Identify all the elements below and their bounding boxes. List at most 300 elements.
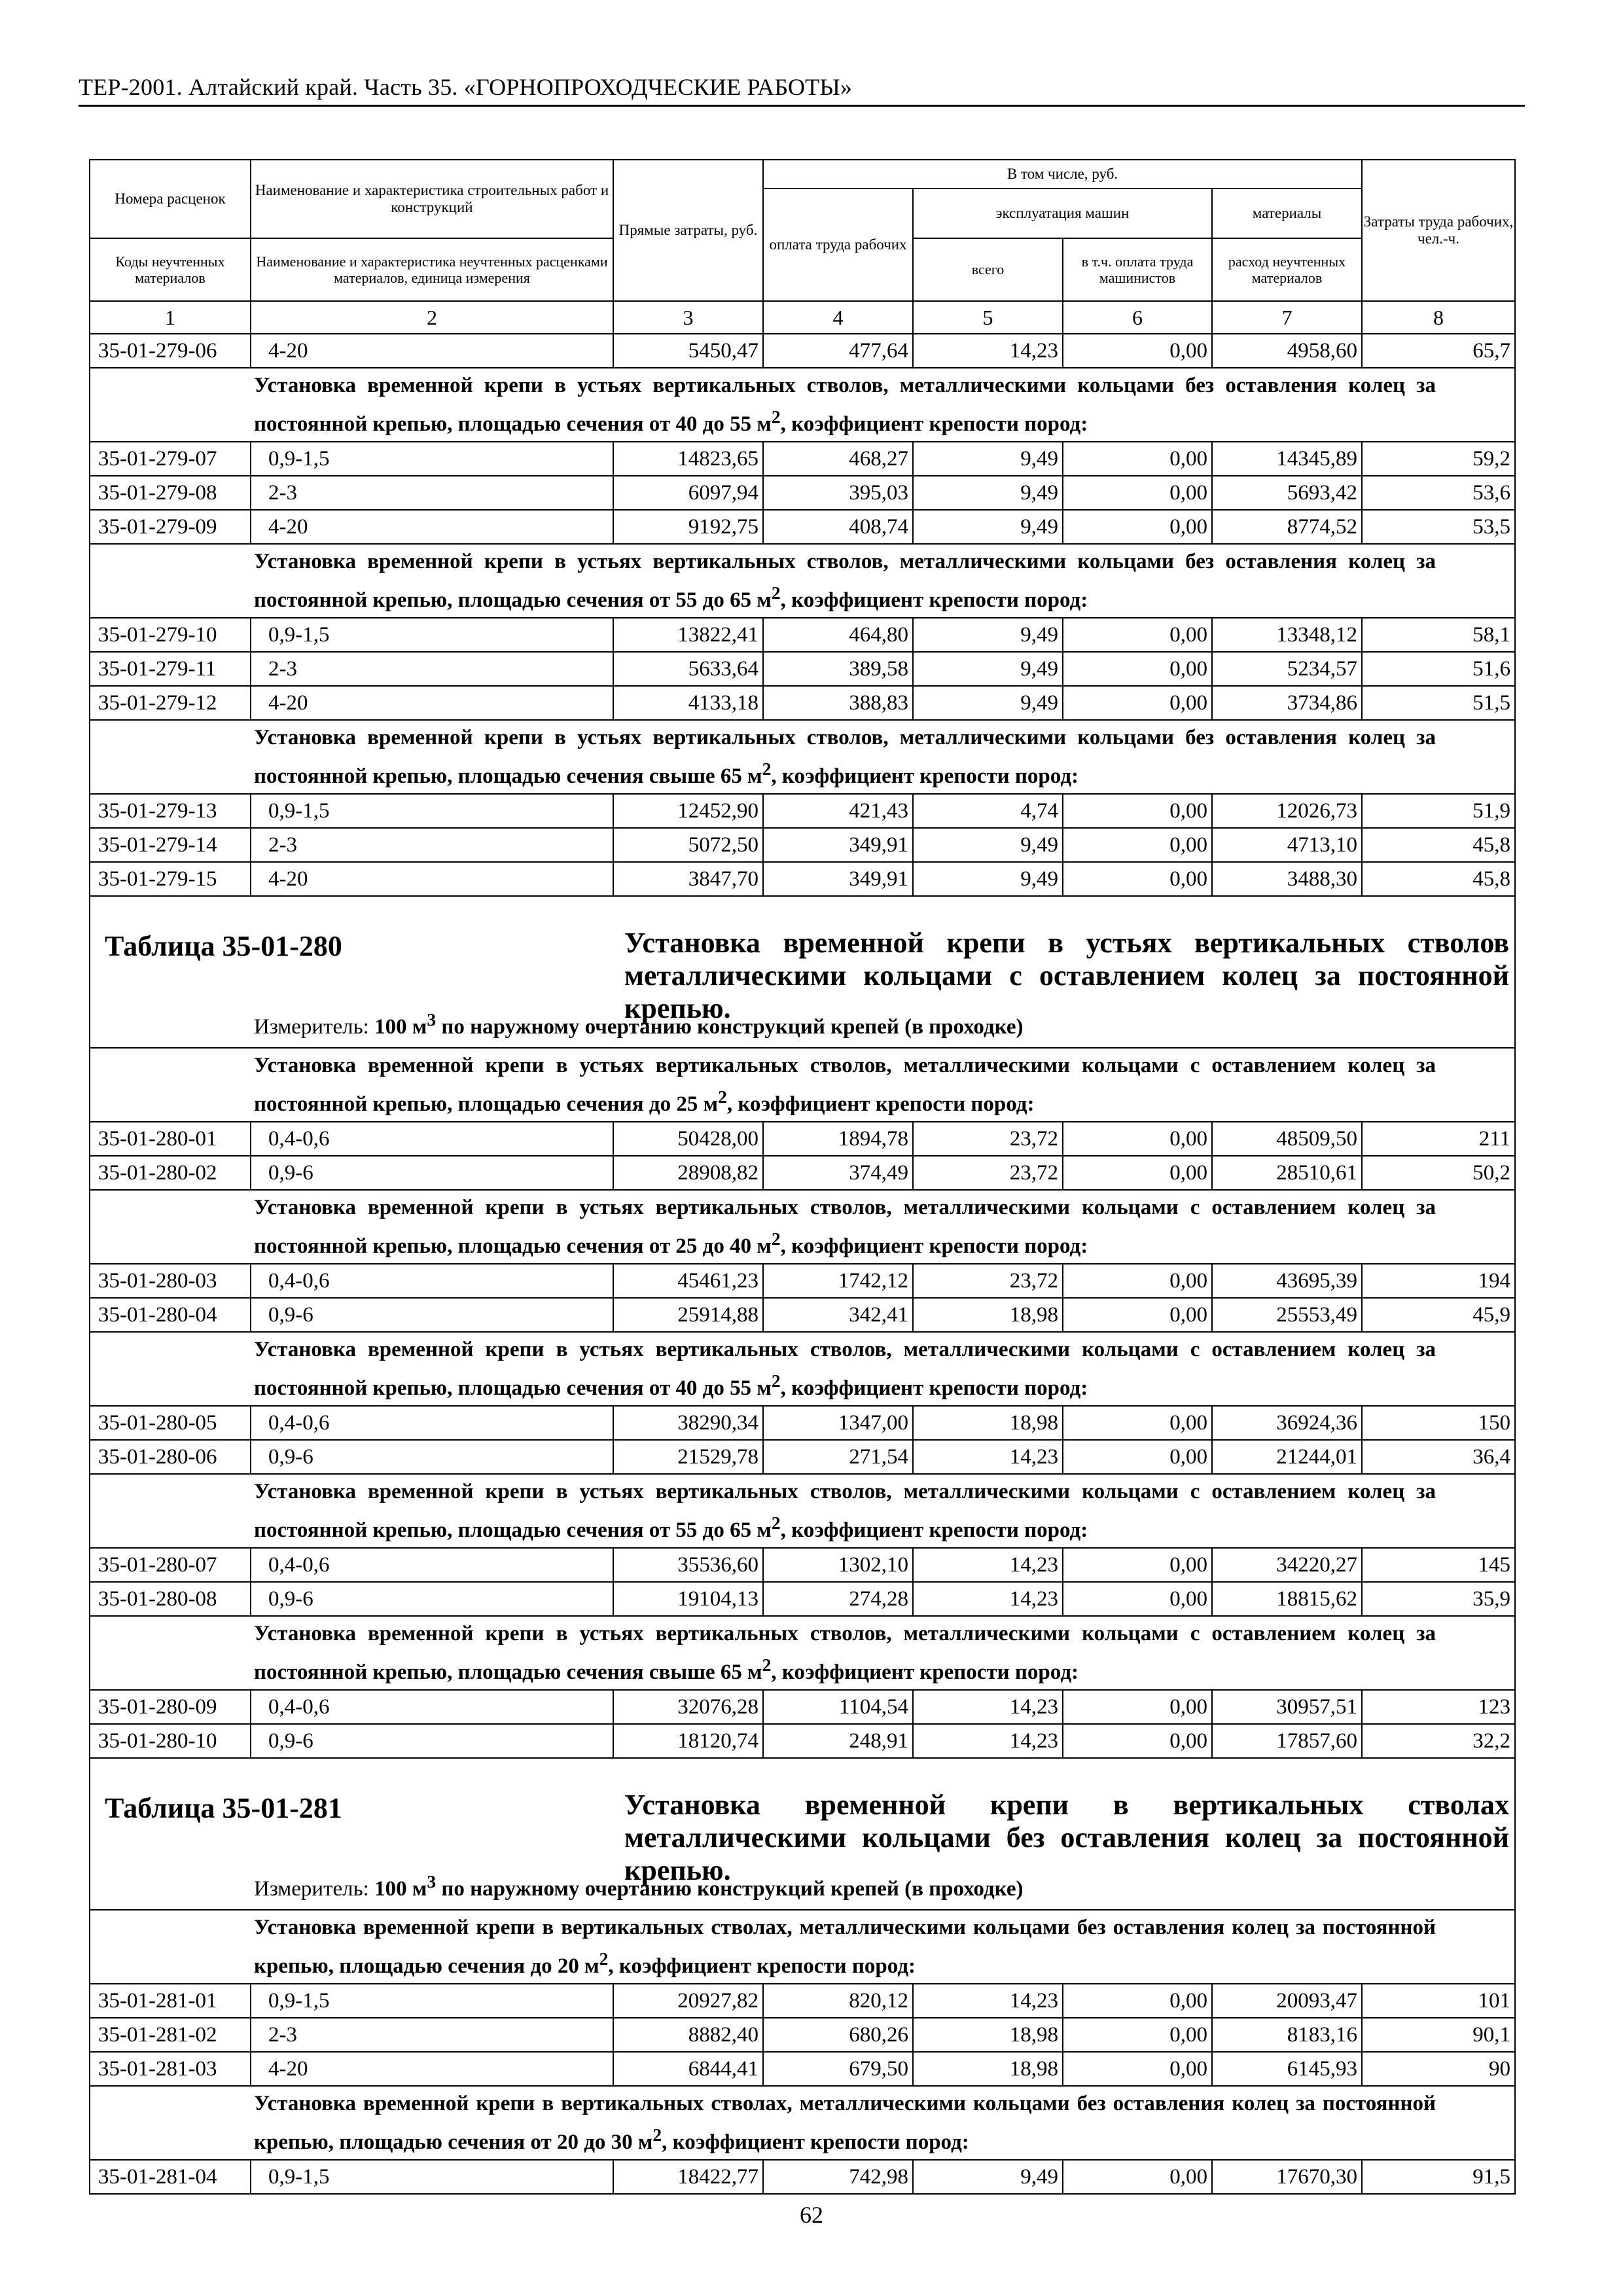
- labor-hours: 51,9: [1362, 794, 1515, 828]
- materials-cost: 12026,73: [1212, 794, 1362, 828]
- machinist-pay: 0,00: [1063, 618, 1212, 652]
- machine-total: 14,23: [913, 1582, 1063, 1616]
- section-text: Установка временной крепи в устьях вертикальных стволов, металлическими кольцами с оставлением колец за постоянной крепью, площадью сечения от 55 до 65 м: [254, 1480, 1436, 1542]
- machine-total: 18,98: [913, 1406, 1063, 1440]
- rock-hardness: 0,4-0,6: [251, 1264, 613, 1298]
- header-direct-costs: Прямые затраты, руб.: [613, 160, 763, 301]
- rock-hardness: 2-3: [251, 828, 613, 862]
- labor-hours: 101: [1362, 1984, 1515, 2018]
- machinist-pay: 0,00: [1063, 828, 1212, 862]
- section-text: Установка временной крепи в устьях вертикальных стволов, металлическими кольцами без оставления колец за постоянной крепью, площадью сечения свыше 65 м: [254, 726, 1436, 788]
- materials-cost: 6145,93: [1212, 2052, 1362, 2086]
- direct-costs: 32076,28: [613, 1690, 763, 1724]
- table-row: [90, 1406, 1515, 1440]
- section-unit-exponent: 2: [718, 1086, 727, 1107]
- header-codes-top: Номера расценок: [90, 160, 251, 238]
- table-row: [90, 1724, 1515, 1758]
- materials-cost: 5693,42: [1212, 476, 1362, 510]
- section-text-tail: , коэффициент крепости пород:: [780, 1518, 1088, 1542]
- labor-hours: 53,6: [1362, 476, 1515, 510]
- materials-cost: 18815,62: [1212, 1582, 1362, 1616]
- rate-code: 35-01-279-15: [90, 862, 251, 896]
- header-materials: материалы: [1212, 188, 1362, 238]
- rock-hardness: 0,9-1,5: [251, 442, 613, 476]
- rock-hardness: 4-20: [251, 334, 613, 368]
- materials-cost: 4958,60: [1212, 334, 1362, 368]
- labor-pay: 408,74: [763, 510, 913, 544]
- section-text: Установка временной крепи в вертикальных стволах, металлическими кольцами без оставления колец за постоянной крепью, площадью сечения от 20 до 30 м: [254, 2092, 1436, 2154]
- table-row: [90, 1122, 1515, 1156]
- rate-code: 35-01-281-01: [90, 1984, 251, 2018]
- machine-total: 23,72: [913, 1156, 1063, 1190]
- labor-pay: 374,49: [763, 1156, 913, 1190]
- rate-code: 35-01-279-09: [90, 510, 251, 544]
- table-title-row: [90, 1758, 1515, 1910]
- labor-pay: 248,91: [763, 1724, 913, 1758]
- rock-hardness: 0,4-0,6: [251, 1548, 613, 1582]
- direct-costs: 21529,78: [613, 1440, 763, 1474]
- table-row: [90, 2052, 1515, 2086]
- machine-total: 14,23: [913, 1548, 1063, 1582]
- section-unit-exponent: 2: [771, 406, 781, 427]
- labor-hours: 194: [1362, 1264, 1515, 1298]
- section-text-tail: , коэффициент крепости пород:: [771, 764, 1079, 788]
- labor-hours: 50,2: [1362, 1156, 1515, 1190]
- section-unit-exponent: 2: [771, 1229, 781, 1249]
- labor-hours: 36,4: [1362, 1440, 1515, 1474]
- table-row: [90, 334, 1515, 368]
- machinist-pay: 0,00: [1063, 442, 1212, 476]
- section-text: Установка временной крепи в устьях вертикальных стволов, металлическими кольцами с оставлением колец за постоянной крепью, площадью сечения от 40 до 55 м: [254, 1338, 1436, 1400]
- labor-pay: 1742,12: [763, 1264, 913, 1298]
- labor-hours: 45,8: [1362, 828, 1515, 862]
- labor-pay: 477,64: [763, 334, 913, 368]
- measurement-value: [374, 1871, 1024, 1901]
- machinist-pay: 0,00: [1063, 862, 1212, 896]
- machinist-pay: 0,00: [1063, 476, 1212, 510]
- section-heading-row: [90, 2086, 1515, 2160]
- section-heading-row: [90, 1474, 1515, 1548]
- machinist-pay: 0,00: [1063, 1724, 1212, 1758]
- table-row: [90, 618, 1515, 652]
- section-unit-exponent: 2: [599, 1948, 609, 1969]
- section-heading-row: [90, 1332, 1515, 1406]
- measurement-value: [374, 1009, 1024, 1039]
- rate-code: 35-01-281-04: [90, 2160, 251, 2194]
- column-number: 8: [1362, 301, 1515, 334]
- machine-total: 9,49: [913, 2160, 1063, 2194]
- labor-hours: 45,8: [1362, 862, 1515, 896]
- materials-cost: 28510,61: [1212, 1156, 1362, 1190]
- direct-costs: 3847,70: [613, 862, 763, 896]
- measurement-unit: [254, 1871, 1024, 1901]
- header-rule: [79, 105, 1525, 107]
- labor-pay: 468,27: [763, 442, 913, 476]
- direct-costs: 12452,90: [613, 794, 763, 828]
- rock-hardness: 0,9-6: [251, 1298, 613, 1332]
- direct-costs: 25914,88: [613, 1298, 763, 1332]
- section-heading: [90, 720, 1515, 794]
- section-text: Установка временной крепи в устьях вертикальных стволов, металлическими кольцами с оставлением колец за постоянной крепью, площадью сечения от 25 до 40 м: [254, 1196, 1436, 1258]
- materials-cost: 17670,30: [1212, 2160, 1362, 2194]
- direct-costs: 6844,41: [613, 2052, 763, 2086]
- table-row: [90, 2018, 1515, 2052]
- section-heading: [90, 1190, 1515, 1264]
- table-row: [90, 1440, 1515, 1474]
- machinist-pay: 0,00: [1063, 2018, 1212, 2052]
- rate-code: 35-01-279-10: [90, 618, 251, 652]
- measurement-unit: [254, 1009, 1024, 1039]
- table-number: Таблица 35-01-281: [105, 1792, 342, 1824]
- labor-pay: 271,54: [763, 1440, 913, 1474]
- table-row: [90, 1582, 1515, 1616]
- materials-cost: 3488,30: [1212, 862, 1362, 896]
- machinist-pay: 0,00: [1063, 1690, 1212, 1724]
- machine-total: 18,98: [913, 1298, 1063, 1332]
- labor-pay: 1302,10: [763, 1548, 913, 1582]
- labor-hours: 45,9: [1362, 1298, 1515, 1332]
- rock-hardness: 0,9-1,5: [251, 1984, 613, 2018]
- machinist-pay: 0,00: [1063, 1156, 1212, 1190]
- section-text: Установка временной крепи в устьях вертикальных стволов, металлическими кольцами с оставлением колец за постоянной крепью, площадью сечения свыше 65 м: [254, 1622, 1436, 1684]
- labor-hours: 51,6: [1362, 652, 1515, 686]
- measurement-exponent: 3: [427, 1871, 437, 1892]
- rate-code: 35-01-280-01: [90, 1122, 251, 1156]
- section-unit-exponent: 2: [771, 583, 781, 603]
- rate-code: 35-01-279-13: [90, 794, 251, 828]
- machine-total: 9,49: [913, 652, 1063, 686]
- section-text: Установка временной крепи в устьях вертикальных стволов, металлическими кольцами без оставления колец за постоянной крепью, площадью сечения от 55 до 65 м: [254, 550, 1436, 612]
- labor-pay: 680,26: [763, 2018, 913, 2052]
- section-heading-row: [90, 1910, 1515, 1984]
- machinist-pay: 0,00: [1063, 2052, 1212, 2086]
- direct-costs: 4133,18: [613, 686, 763, 720]
- machinist-pay: 0,00: [1063, 1440, 1212, 1474]
- section-text-tail: , коэффициент крепости пород:: [780, 1376, 1088, 1400]
- table-title: Установка временной крепи в вертикальных стволах металлическими кольцами без оставления колец за постоянной крепью.: [624, 1789, 1509, 1886]
- measurement-value-tail: по наружному очертанию конструкций крепей (в проходке): [436, 1015, 1024, 1039]
- section-unit-exponent: 2: [771, 1371, 781, 1391]
- labor-pay: 679,50: [763, 2052, 913, 2086]
- machine-total: 9,49: [913, 476, 1063, 510]
- table-row: [90, 2160, 1515, 2194]
- header-unaccounted-materials: расход неучтенных материалов: [1212, 238, 1362, 301]
- labor-pay: 464,80: [763, 618, 913, 652]
- direct-costs: 14823,65: [613, 442, 763, 476]
- rock-hardness: 4-20: [251, 510, 613, 544]
- rock-hardness: 0,4-0,6: [251, 1690, 613, 1724]
- rates-table-body: [90, 160, 1515, 2194]
- table-row: [90, 862, 1515, 896]
- labor-hours: 90,1: [1362, 2018, 1515, 2052]
- table-row: [90, 794, 1515, 828]
- column-number: 3: [613, 301, 763, 334]
- machine-total: 14,23: [913, 1984, 1063, 2018]
- machine-total: 18,98: [913, 2018, 1063, 2052]
- machine-total: 14,23: [913, 1724, 1063, 1758]
- rate-code: 35-01-280-04: [90, 1298, 251, 1332]
- labor-hours: 123: [1362, 1690, 1515, 1724]
- labor-hours: 65,7: [1362, 334, 1515, 368]
- section-heading: [90, 1048, 1515, 1122]
- direct-costs: 20927,82: [613, 1984, 763, 2018]
- labor-pay: 1894,78: [763, 1122, 913, 1156]
- table-row: [90, 1156, 1515, 1190]
- direct-costs: 9192,75: [613, 510, 763, 544]
- machinist-pay: 0,00: [1063, 652, 1212, 686]
- table-title: Установка временной крепи в устьях вертикальных стволов металлическими кольцами с оставлением колец за постоянной крепью.: [624, 927, 1509, 1024]
- measurement-label: Измеритель:: [254, 1877, 369, 1901]
- column-numbers-row: [90, 301, 1515, 334]
- direct-costs: 5450,47: [613, 334, 763, 368]
- machine-total: 9,49: [913, 618, 1063, 652]
- machine-total: 9,49: [913, 510, 1063, 544]
- table-row: [90, 1690, 1515, 1724]
- materials-cost: 5234,57: [1212, 652, 1362, 686]
- materials-cost: 14345,89: [1212, 442, 1362, 476]
- section-text-tail: , коэффициент крепости пород:: [726, 1092, 1035, 1116]
- column-number: 4: [763, 301, 913, 334]
- materials-cost: 25553,49: [1212, 1298, 1362, 1332]
- direct-costs: 18120,74: [613, 1724, 763, 1758]
- labor-pay: 1104,54: [763, 1690, 913, 1724]
- rates-table: [89, 159, 1516, 2195]
- rate-code: 35-01-279-11: [90, 652, 251, 686]
- labor-hours: 91,5: [1362, 2160, 1515, 2194]
- machine-total: 23,72: [913, 1122, 1063, 1156]
- section-heading: [90, 544, 1515, 618]
- section-text: Установка временной крепи в устьях вертикальных стволов, металлическими кольцами с оставлением колец за постоянной крепью, площадью сечения до 25 м: [254, 1054, 1436, 1116]
- rate-code: 35-01-280-05: [90, 1406, 251, 1440]
- materials-cost: 8774,52: [1212, 510, 1362, 544]
- labor-hours: 58,1: [1362, 618, 1515, 652]
- materials-cost: 30957,51: [1212, 1690, 1362, 1724]
- section-heading-row: [90, 368, 1515, 442]
- section-unit-exponent: 2: [771, 1513, 781, 1533]
- section-text-tail: , коэффициент крепости пород:: [771, 1660, 1079, 1684]
- rock-hardness: 0,9-6: [251, 1724, 613, 1758]
- rate-code: 35-01-280-02: [90, 1156, 251, 1190]
- measurement-value-text: 100 м: [374, 1015, 427, 1039]
- rock-hardness: 0,9-1,5: [251, 618, 613, 652]
- table-row: [90, 476, 1515, 510]
- rock-hardness: 4-20: [251, 862, 613, 896]
- materials-cost: 3734,86: [1212, 686, 1362, 720]
- machine-total: 18,98: [913, 2052, 1063, 2086]
- section-text-tail: , коэффициент крепости пород:: [608, 1954, 916, 1978]
- direct-costs: 5633,64: [613, 652, 763, 686]
- measurement-label: Измеритель:: [254, 1015, 369, 1039]
- section-heading: [90, 368, 1515, 442]
- labor-pay: 389,58: [763, 652, 913, 686]
- header-machine-operation: эксплуатация машин: [913, 188, 1212, 238]
- table-row: [90, 1984, 1515, 2018]
- header-name-top: Наименование и характеристика строительных работ и конструкций: [251, 160, 613, 238]
- machine-total: 4,74: [913, 794, 1063, 828]
- rock-hardness: 2-3: [251, 2018, 613, 2052]
- table-row: [90, 828, 1515, 862]
- header-labor-costs: Затраты труда рабочих, чел.-ч.: [1362, 160, 1515, 301]
- machine-total: 14,23: [913, 1440, 1063, 1474]
- table-row: [90, 1548, 1515, 1582]
- section-heading: [90, 2086, 1515, 2160]
- machine-total: 9,49: [913, 828, 1063, 862]
- labor-hours: 145: [1362, 1548, 1515, 1582]
- labor-hours: 32,2: [1362, 1724, 1515, 1758]
- machinist-pay: 0,00: [1063, 1548, 1212, 1582]
- rate-code: 35-01-280-06: [90, 1440, 251, 1474]
- direct-costs: 8882,40: [613, 2018, 763, 2052]
- rock-hardness: 4-20: [251, 2052, 613, 2086]
- table-row: [90, 686, 1515, 720]
- section-heading-row: [90, 1048, 1515, 1122]
- rate-code: 35-01-279-14: [90, 828, 251, 862]
- machinist-pay: 0,00: [1063, 1406, 1212, 1440]
- table-row: [90, 1264, 1515, 1298]
- labor-pay: 421,43: [763, 794, 913, 828]
- rock-hardness: 0,9-6: [251, 1582, 613, 1616]
- machine-total: 9,49: [913, 862, 1063, 896]
- materials-cost: 43695,39: [1212, 1264, 1362, 1298]
- machine-total: 14,23: [913, 334, 1063, 368]
- machinist-pay: 0,00: [1063, 1582, 1212, 1616]
- machinist-pay: 0,00: [1063, 686, 1212, 720]
- section-text-tail: , коэффициент крепости пород:: [780, 588, 1088, 612]
- column-number: 6: [1063, 301, 1212, 334]
- labor-hours: 90: [1362, 2052, 1515, 2086]
- direct-costs: 5072,50: [613, 828, 763, 862]
- rate-code: 35-01-280-08: [90, 1582, 251, 1616]
- materials-cost: 21244,01: [1212, 1440, 1362, 1474]
- table-row: [90, 510, 1515, 544]
- direct-costs: 45461,23: [613, 1264, 763, 1298]
- machinist-pay: 0,00: [1063, 334, 1212, 368]
- rate-code: 35-01-279-08: [90, 476, 251, 510]
- header-codes-bottom: Коды неучтенных материалов: [90, 238, 251, 301]
- labor-pay: 349,91: [763, 862, 913, 896]
- rate-code: 35-01-280-09: [90, 1690, 251, 1724]
- rate-code: 35-01-280-03: [90, 1264, 251, 1298]
- table-number: Таблица 35-01-280: [105, 930, 342, 962]
- page-number: 62: [800, 2202, 823, 2228]
- rock-hardness: 0,9-6: [251, 1440, 613, 1474]
- labor-pay: 274,28: [763, 1582, 913, 1616]
- section-text-tail: , коэффициент крепости пород:: [780, 1234, 1088, 1258]
- rate-code: 35-01-281-02: [90, 2018, 251, 2052]
- labor-hours: 59,2: [1362, 442, 1515, 476]
- section-text: Установка временной крепи в устьях вертикальных стволов, металлическими кольцами без оставления колец за постоянной крепью, площадью сечения от 40 до 55 м: [254, 374, 1436, 436]
- labor-pay: 342,41: [763, 1298, 913, 1332]
- column-number: 5: [913, 301, 1063, 334]
- rate-code: 35-01-279-12: [90, 686, 251, 720]
- materials-cost: 4713,10: [1212, 828, 1362, 862]
- materials-cost: 34220,27: [1212, 1548, 1362, 1582]
- labor-pay: 742,98: [763, 2160, 913, 2194]
- section-text-tail: , коэффициент крепости пород:: [662, 2130, 969, 2154]
- machinist-pay: 0,00: [1063, 1122, 1212, 1156]
- machinist-pay: 0,00: [1063, 1984, 1212, 2018]
- table-row: [90, 442, 1515, 476]
- section-heading-row: [90, 720, 1515, 794]
- rate-code: 35-01-281-03: [90, 2052, 251, 2086]
- labor-hours: 35,9: [1362, 1582, 1515, 1616]
- rock-hardness: 0,9-1,5: [251, 794, 613, 828]
- rock-hardness: 0,4-0,6: [251, 1122, 613, 1156]
- header-name-bottom: Наименование и характеристика неучтенных расценками материалов, единица измерения: [251, 238, 613, 301]
- table-title-block: [90, 896, 1515, 1048]
- machinist-pay: 0,00: [1063, 2160, 1212, 2194]
- section-heading-row: [90, 544, 1515, 618]
- materials-cost: 20093,47: [1212, 1984, 1362, 2018]
- column-number: 7: [1212, 301, 1362, 334]
- labor-pay: 388,83: [763, 686, 913, 720]
- column-number: 1: [90, 301, 251, 334]
- direct-costs: 38290,34: [613, 1406, 763, 1440]
- labor-pay: 349,91: [763, 828, 913, 862]
- direct-costs: 19104,13: [613, 1582, 763, 1616]
- labor-hours: 51,5: [1362, 686, 1515, 720]
- direct-costs: 6097,94: [613, 476, 763, 510]
- section-text-tail: , коэффициент крепости пород:: [780, 412, 1088, 436]
- materials-cost: 13348,12: [1212, 618, 1362, 652]
- rate-code: 35-01-280-10: [90, 1724, 251, 1758]
- table-row: [90, 652, 1515, 686]
- rock-hardness: 0,4-0,6: [251, 1406, 613, 1440]
- section-unit-exponent: 2: [762, 1655, 772, 1675]
- machine-total: 9,49: [913, 686, 1063, 720]
- table-title-row: [90, 896, 1515, 1048]
- rock-hardness: 4-20: [251, 686, 613, 720]
- column-number: 2: [251, 301, 613, 334]
- rate-code: 35-01-279-07: [90, 442, 251, 476]
- rate-code: 35-01-280-07: [90, 1548, 251, 1582]
- section-heading: [90, 1332, 1515, 1406]
- direct-costs: 50428,00: [613, 1122, 763, 1156]
- table-title-wrap: [90, 897, 1514, 1047]
- measurement-exponent: 3: [427, 1009, 437, 1030]
- labor-pay: 820,12: [763, 1984, 913, 2018]
- table-title-wrap: [90, 1759, 1514, 1909]
- header-labor-pay: оплата труда рабочих: [763, 188, 913, 301]
- labor-hours: 53,5: [1362, 510, 1515, 544]
- section-unit-exponent: 2: [652, 2125, 662, 2145]
- machine-total: 23,72: [913, 1264, 1063, 1298]
- rock-hardness: 0,9-1,5: [251, 2160, 613, 2194]
- rate-code: 35-01-279-06: [90, 334, 251, 368]
- section-text: Установка временной крепи в вертикальных стволах, металлическими кольцами без оставления колец за постоянной крепью, площадью сечения до 20 м: [254, 1916, 1436, 1978]
- section-heading: [90, 1910, 1515, 1984]
- rock-hardness: 2-3: [251, 476, 613, 510]
- machinist-pay: 0,00: [1063, 1264, 1212, 1298]
- running-header: ТЕР-2001. Алтайский край. Часть 35. «ГОРНОПРОХОДЧЕСКИЕ РАБОТЫ»: [79, 74, 853, 100]
- rock-hardness: 2-3: [251, 652, 613, 686]
- section-heading-row: [90, 1616, 1515, 1690]
- machinist-pay: 0,00: [1063, 1298, 1212, 1332]
- header-machine-total: всего: [913, 238, 1063, 301]
- machine-total: 14,23: [913, 1690, 1063, 1724]
- machine-total: 9,49: [913, 442, 1063, 476]
- header-including: В том числе, руб.: [763, 160, 1362, 188]
- section-heading-row: [90, 1190, 1515, 1264]
- labor-hours: 211: [1362, 1122, 1515, 1156]
- machinist-pay: 0,00: [1063, 510, 1212, 544]
- rock-hardness: 0,9-6: [251, 1156, 613, 1190]
- table-title-block: [90, 1758, 1515, 1910]
- labor-pay: 1347,00: [763, 1406, 913, 1440]
- materials-cost: 8183,16: [1212, 2018, 1362, 2052]
- labor-hours: 150: [1362, 1406, 1515, 1440]
- labor-pay: 395,03: [763, 476, 913, 510]
